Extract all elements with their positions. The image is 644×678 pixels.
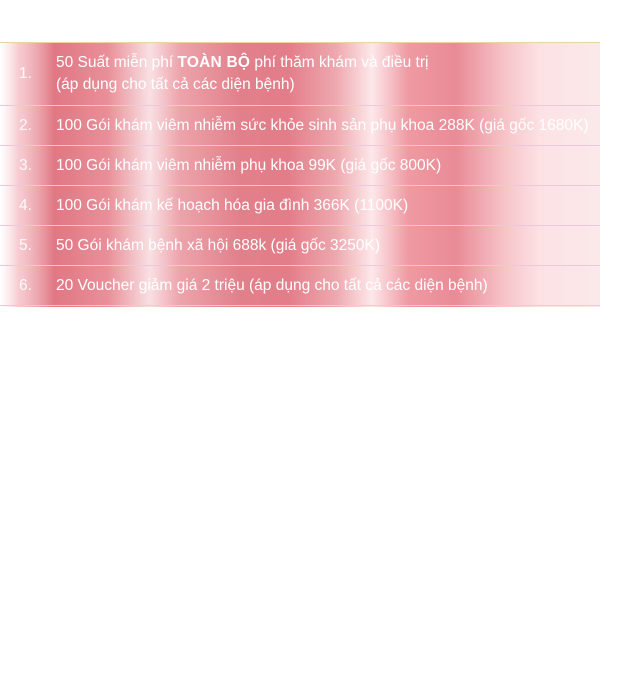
promotion-text-prefix: 50 Suất miễn phí xyxy=(56,54,178,71)
promotion-number: 3. xyxy=(19,156,32,174)
promotion-item-2 xyxy=(0,106,600,146)
promotion-number: 5. xyxy=(19,236,32,254)
promotion-item-5 xyxy=(0,226,600,266)
promotion-text: 20 Voucher giảm giá 2 triệu (áp dụng cho tất cả các diện bệnh) xyxy=(56,276,488,294)
promotion-item-1 xyxy=(0,43,600,106)
promotion-text-line-2: (áp dụng cho tất cả các diện bệnh) xyxy=(56,76,295,93)
promotion-list xyxy=(0,42,600,307)
promotion-text: 100 Gói khám kế hoạch hóa gia đình 366K (1100K) xyxy=(56,196,409,214)
promotion-text: 50 Gói khám bệnh xã hội 688k (giá gốc 3250K) xyxy=(56,236,380,254)
promotion-text-suffix: phí thăm khám và điều trị xyxy=(250,54,429,71)
promotion-number: 4. xyxy=(19,196,32,214)
promotion-highlight: TOÀN BỘ xyxy=(177,54,251,71)
promotion-number: 2. xyxy=(19,116,32,134)
promotion-number: 1. xyxy=(19,65,32,82)
promotion-item-4 xyxy=(0,186,600,226)
promotion-item-6 xyxy=(0,266,600,306)
promotion-text: 100 Gói khám viêm nhiễm sức khỏe sinh sản phụ khoa 288K (giá gốc 1680K) xyxy=(56,116,589,134)
promotion-item-3 xyxy=(0,146,600,186)
promotion-text: 100 Gói khám viêm nhiễm phụ khoa 99K (giá gốc 800K) xyxy=(56,156,442,174)
promotion-text xyxy=(56,52,600,96)
promotion-text-line-1 xyxy=(56,52,600,74)
promotion-number: 6. xyxy=(19,276,32,294)
